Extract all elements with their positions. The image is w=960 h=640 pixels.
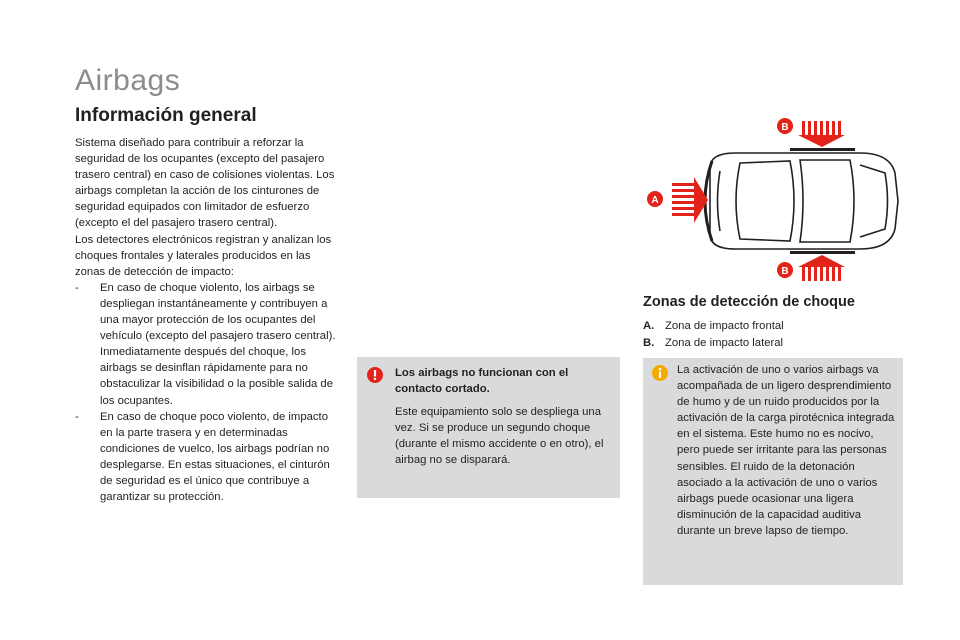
zones-list bbox=[643, 318, 784, 351]
car-top-view-icon bbox=[710, 153, 898, 249]
side-impact-bottom-arrow-icon bbox=[798, 255, 845, 281]
zones-title: Zonas de detección de choque bbox=[643, 294, 855, 310]
bullet-dash: - bbox=[75, 281, 79, 294]
warning-title: Los airbags no funcionan con el contacto cortado. bbox=[395, 367, 569, 395]
general-info-text bbox=[75, 135, 337, 505]
page-title: Airbags bbox=[75, 64, 181, 97]
list-item bbox=[643, 318, 784, 335]
label-b-top: B bbox=[781, 122, 789, 133]
info-icon bbox=[652, 365, 668, 381]
intro-paragraph: Sistema diseñado para contribuir a reforzar la seguridad de los ocupantes (excepto del pasajero trasero central) en caso de colisiones violentas. Los airbags completan la acción de los cinturones de seguridad equipados con limitador de esfuerzo (excepto el del pasajero trasero central). bbox=[75, 137, 335, 230]
bullet-text: En caso de choque violento, los airbags se despliegan instantáneamente y contribuyen a una mayor protección de los ocupantes del vehículo (excepto del pasajero trasero central). Inmediatamente después del choque, los airbags se desinflan rápidamente para no obstaculizar la visibilidad o la posible salida de los ocupantes. bbox=[100, 281, 336, 407]
warning-icon bbox=[367, 367, 383, 383]
detectors-paragraph: Los detectores electrónicos registran y analizan los choques frontales y laterales producidos en las zonas de detección de impacto: bbox=[75, 233, 332, 278]
label-b-bottom: B bbox=[781, 266, 789, 277]
zone-label: A. bbox=[643, 320, 655, 332]
bottom-impact-line bbox=[790, 251, 855, 254]
impact-zones-diagram bbox=[640, 113, 910, 288]
info-text: La activación de uno o varios airbags va acompañada de un ligero desprendimiento de humo y de un ruido producidos por la activación de la carga pirotécnica integrada en el sistema. Este humo no es nocivo, pero puede ser irritante para las personas sensibles. El ruido de la detonación asociado a la activación de uno o varios airbags puede ocasionar una ligera disminución de la capacidad auditiva durante un breve lapso de tiempo. bbox=[677, 364, 895, 537]
top-impact-line bbox=[790, 148, 855, 151]
section-title: Información general bbox=[75, 105, 257, 126]
bullet-text: En caso de choque poco violento, de impacto en la parte trasera y en determinadas condiciones de vuelco, los airbags podrían no desplegarse. En estas situaciones, el cinturón de seguridad es el único que contribuye a garantizar su protección. bbox=[100, 410, 330, 504]
list-item bbox=[75, 409, 337, 506]
bullet-list bbox=[75, 280, 337, 505]
bullet-dash: - bbox=[75, 410, 79, 423]
side-impact-top-arrow-icon bbox=[798, 121, 845, 147]
list-item bbox=[75, 280, 337, 409]
warning-text: Este equipamiento solo se despliega una vez. Si se produce un segundo choque (durante el mismo accidente o en otro), el airbag no se disparará. bbox=[395, 406, 604, 466]
label-a: A bbox=[651, 195, 659, 206]
zone-text: Zona de impacto frontal bbox=[665, 320, 784, 332]
list-item bbox=[643, 335, 784, 352]
zone-label: B. bbox=[643, 336, 655, 349]
front-impact-arrow-icon bbox=[672, 177, 708, 223]
zone-text: Zona de impacto lateral bbox=[665, 336, 784, 349]
